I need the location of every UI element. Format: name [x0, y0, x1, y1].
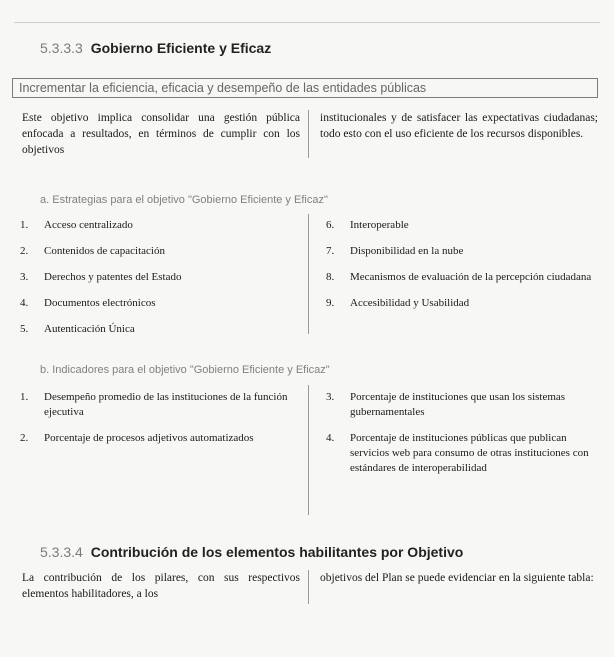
intro-left-paragraph: Este objetivo implica consolidar una gestión pública enfocada a resultados, en términos de cumplir con los objetivos	[22, 112, 300, 156]
section2-heading	[40, 544, 463, 560]
intro-right-paragraph: institucionales y de satisfacer las expectativas ciudadanas; todo esto con el uso eficiente de los recursos disponibles.	[320, 112, 598, 140]
list-item-number: 3.	[326, 391, 335, 403]
list-item	[326, 218, 598, 233]
section-heading	[40, 40, 271, 56]
list-item-number: 4.	[326, 432, 335, 444]
indicators-right-list	[326, 390, 598, 487]
column-divider	[308, 385, 309, 515]
list-item-text: Interoperable	[350, 219, 409, 231]
indicators-label: b. Indicadores para el objetivo "Gobierno Eficiente y Eficaz"	[40, 364, 330, 376]
list-item-number: 1.	[20, 391, 29, 403]
list-item-text: Autenticación Única	[44, 323, 135, 335]
section2-left-paragraph: La contribución de los pilares, con sus respectivos elementos habilitadores, a los	[22, 572, 300, 600]
list-item	[326, 296, 598, 311]
strategies-label: a. Estrategias para el objetivo "Gobierno Eficiente y Eficaz"	[40, 194, 328, 206]
list-item	[20, 431, 298, 446]
column-divider	[308, 110, 309, 158]
strategies-left-list	[20, 218, 290, 348]
list-item	[326, 431, 598, 476]
list-item-text: Acceso centralizado	[44, 219, 133, 231]
list-item-text: Disponibilidad en la nube	[350, 245, 464, 257]
list-item-text: Porcentaje de instituciones que usan los sistemas gubernamentales	[350, 391, 566, 418]
list-item	[20, 296, 290, 311]
list-item	[20, 322, 290, 337]
list-item	[20, 218, 290, 233]
list-item-number: 9.	[326, 297, 335, 309]
list-item	[20, 270, 290, 285]
list-item-text: Desempeño promedio de las instituciones de la función ejecutiva	[44, 391, 288, 418]
column-divider	[308, 570, 309, 604]
section-title: Gobierno Eficiente y Eficaz	[90, 40, 272, 56]
list-item-text: Mecanismos de evaluación de la percepción ciudadana	[350, 271, 592, 283]
list-item-number: 4.	[20, 297, 29, 309]
list-item-number: 2.	[20, 432, 29, 444]
list-item	[326, 390, 598, 420]
list-item-number: 7.	[326, 245, 335, 257]
list-item-text: Contenidos de capacitación	[44, 245, 165, 257]
list-item-text: Accesibilidad y Usabilidad	[350, 297, 470, 309]
indicators-left-list	[20, 390, 298, 457]
list-item	[326, 270, 598, 285]
list-item-number: 3.	[20, 271, 29, 283]
list-item-number: 5.	[20, 323, 29, 335]
list-item-text: Derechos y patentes del Estado	[44, 271, 182, 283]
section-number: 5.3.3.3	[40, 40, 83, 56]
list-item-number: 2.	[20, 245, 29, 257]
list-item-number: 8.	[326, 271, 335, 283]
list-item-text: Porcentaje de instituciones públicas que publican servicios web para consumo de otras instituciones con estándares de interoperabilidad	[350, 432, 589, 474]
list-item	[326, 244, 598, 259]
list-item-text: Documentos electrónicos	[44, 297, 156, 309]
list-item	[20, 244, 290, 259]
list-item	[20, 390, 298, 420]
list-item-number: 6.	[326, 219, 335, 231]
section2-right-paragraph: objetivos del Plan se puede evidenciar en la siguiente tabla:	[320, 572, 594, 584]
objective-subtitle: Incrementar la eficiencia, eficacia y desempeño de las entidades públicas	[12, 78, 598, 98]
section2-number: 5.3.3.4	[40, 544, 83, 560]
top-rule	[14, 22, 600, 23]
column-divider	[308, 214, 309, 334]
strategies-right-list	[326, 218, 598, 322]
section2-title: Contribución de los elementos habilitantes por Objetivo	[90, 544, 464, 560]
list-item-text: Porcentaje de procesos adjetivos automatizados	[44, 432, 254, 444]
list-item-number: 1.	[20, 219, 29, 231]
